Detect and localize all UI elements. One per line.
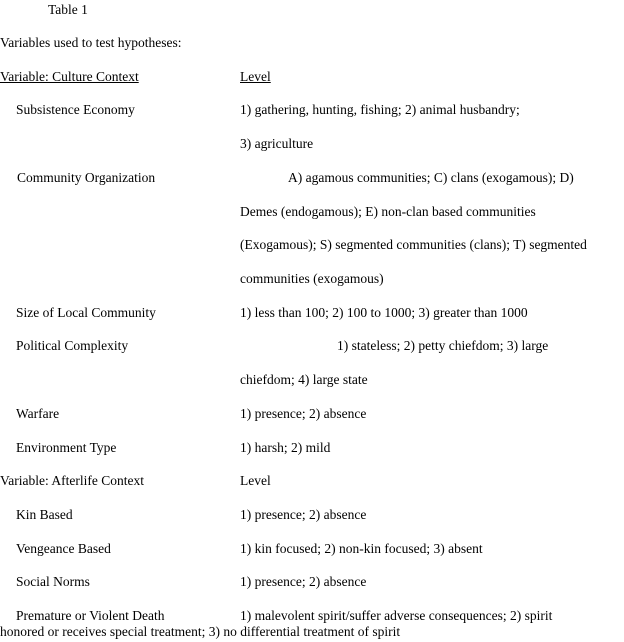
row-level: 1) presence; 2) absence: [240, 574, 367, 589]
row-name: Size of Local Community: [16, 305, 156, 320]
row-name: Community Organization: [17, 170, 156, 185]
culture-level-header: Level: [240, 69, 271, 84]
row-level: communities (exogamous): [240, 271, 384, 286]
afterlife-variable-header: Variable: Afterlife Context: [0, 473, 144, 488]
row-level: Demes (endogamous); E) non-clan based communities: [240, 204, 536, 219]
row-name: Political Complexity: [16, 338, 129, 353]
row-name: Vengeance Based: [16, 541, 111, 556]
row-level: 1) presence; 2) absence: [240, 507, 367, 522]
row-level: honored or receives special treatment; 3) no differential treatment of spirit: [0, 624, 401, 639]
caption: Variables used to test hypotheses:: [0, 35, 182, 50]
row-name: Kin Based: [16, 507, 73, 522]
row-level: 1) malevolent spirit/suffer adverse consequences; 2) spirit: [240, 608, 553, 623]
row-level: chiefdom; 4) large state: [240, 372, 368, 387]
row-name: Subsistence Economy: [16, 102, 135, 117]
row-level: A) agamous communities; C) clans (exogamous); D): [288, 170, 574, 185]
row-level: 1) stateless; 2) petty chiefdom; 3) large: [337, 338, 549, 353]
row-level: 1) gathering, hunting, fishing; 2) animal husbandry;: [240, 102, 520, 117]
row-level: 1) presence; 2) absence: [240, 406, 367, 421]
afterlife-level-header: Level: [240, 473, 271, 488]
row-level: 1) harsh; 2) mild: [240, 440, 331, 455]
row-level: 1) kin focused; 2) non-kin focused; 3) absent: [240, 541, 483, 556]
row-level: 3) agriculture: [240, 136, 314, 151]
culture-variable-header: Variable: Culture Context: [0, 69, 139, 84]
table-title: Table 1: [48, 2, 88, 17]
row-level: 1) less than 100; 2) 100 to 1000; 3) greater than 1000: [240, 305, 528, 320]
row-level: (Exogamous); S) segmented communities (clans); T) segmented: [240, 237, 587, 252]
row-name: Social Norms: [16, 574, 90, 589]
row-name: Premature or Violent Death: [16, 608, 165, 623]
row-name: Environment Type: [16, 440, 117, 455]
row-name: Warfare: [16, 406, 60, 421]
